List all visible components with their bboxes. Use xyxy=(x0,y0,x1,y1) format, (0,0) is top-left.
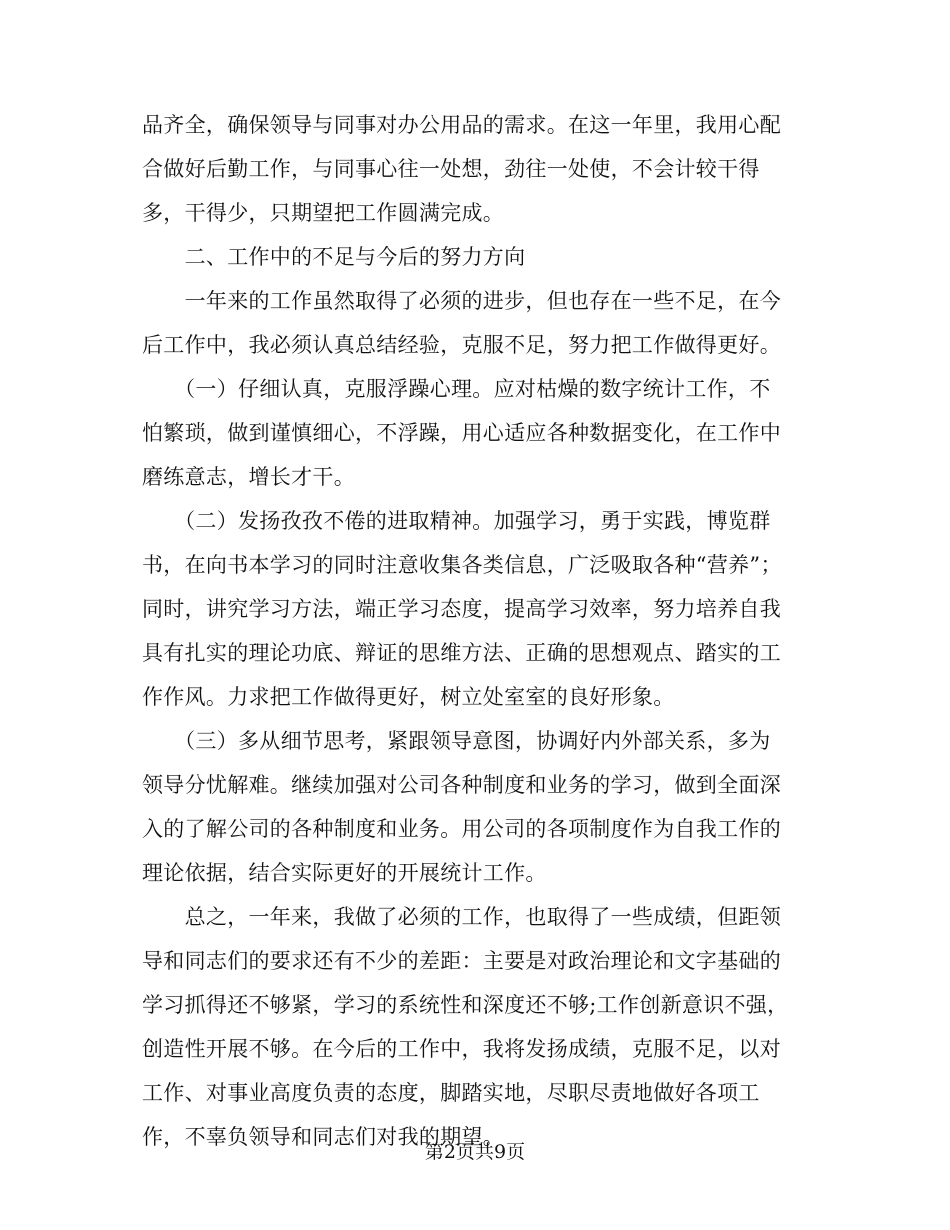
text-line: 总之，一年来，我做了必须的工作，也取得了一些成绩，但距领 xyxy=(142,905,781,929)
text-line: 合做好后勤工作，与同事心往一处想，劲往一处使，不会计较干得 xyxy=(142,157,760,181)
text-line: 作，不辜负领导和同志们对我的期望。 xyxy=(142,1125,505,1149)
text-line: 同时，讲究学习方法，端正学习态度，提高学习效率，努力培养自我 xyxy=(142,597,781,621)
text-line: 磨练意志，增长才干。 xyxy=(142,465,355,489)
text-line: 工作、对事业高度负责的态度，脚踏实地，尽职尽责地做好各项工 xyxy=(142,1081,760,1105)
text-line: 具有扎实的理论功底、辩证的思维方法、正确的思想观点、踏实的工 xyxy=(142,641,781,665)
section-heading: 二、工作中的不足与今后的努力方向 xyxy=(142,245,526,269)
text-line: 创造性开展不够。在今后的工作中，我将发扬成绩，克服不足，以对 xyxy=(142,1037,781,1061)
text-line: 作作风。力求把工作做得更好，树立处室室的良好形象。 xyxy=(142,685,675,709)
text-line: 导和同志们的要求还有不少的差距：主要是对政治理论和文字基础的 xyxy=(142,949,781,973)
text-line: 领导分忧解难。继续加强对公司各种制度和业务的学习，做到全面深 xyxy=(142,773,781,797)
text-line: （二）发扬孜孜不倦的进取精神。加强学习，勇于实践，博览群 xyxy=(142,509,771,533)
document-body xyxy=(142,103,808,1159)
text-line: 品齐全，确保领导与同事对办公用品的需求。在这一年里，我用心配 xyxy=(142,113,781,137)
text-line: 多，干得少，只期望把工作圆满完成。 xyxy=(142,201,505,225)
page-number-footer: 第2页共9页 xyxy=(424,1141,526,1163)
text-line: 理论依据，结合实际更好的开展统计工作。 xyxy=(142,861,547,885)
text-line: 学习抓得还不够紧，学习的系统性和深度还不够;工作创新意识不强， xyxy=(142,993,789,1017)
text-line: 书，在向书本学习的同时注意收集各类信息，广泛吸取各种“营养”； xyxy=(142,553,782,577)
text-line: 一年来的工作虽然取得了必须的进步，但也存在一些不足，在今 xyxy=(142,289,781,313)
text-line: （一）仔细认真，克服浮躁心理。应对枯燥的数字统计工作，不 xyxy=(142,377,771,401)
text-line: 后工作中，我必须认真总结经验，克服不足，努力把工作做得更好。 xyxy=(142,333,781,357)
text-line: （三）多从细节思考，紧跟领导意图，协调好内外部关系，多为 xyxy=(142,729,771,753)
text-line: 入的了解公司的各种制度和业务。用公司的各项制度作为自我工作的 xyxy=(142,817,781,841)
text-line: 怕繁琐，做到谨慎细心，不浮躁，用心适应各种数据变化，在工作中 xyxy=(142,421,781,445)
